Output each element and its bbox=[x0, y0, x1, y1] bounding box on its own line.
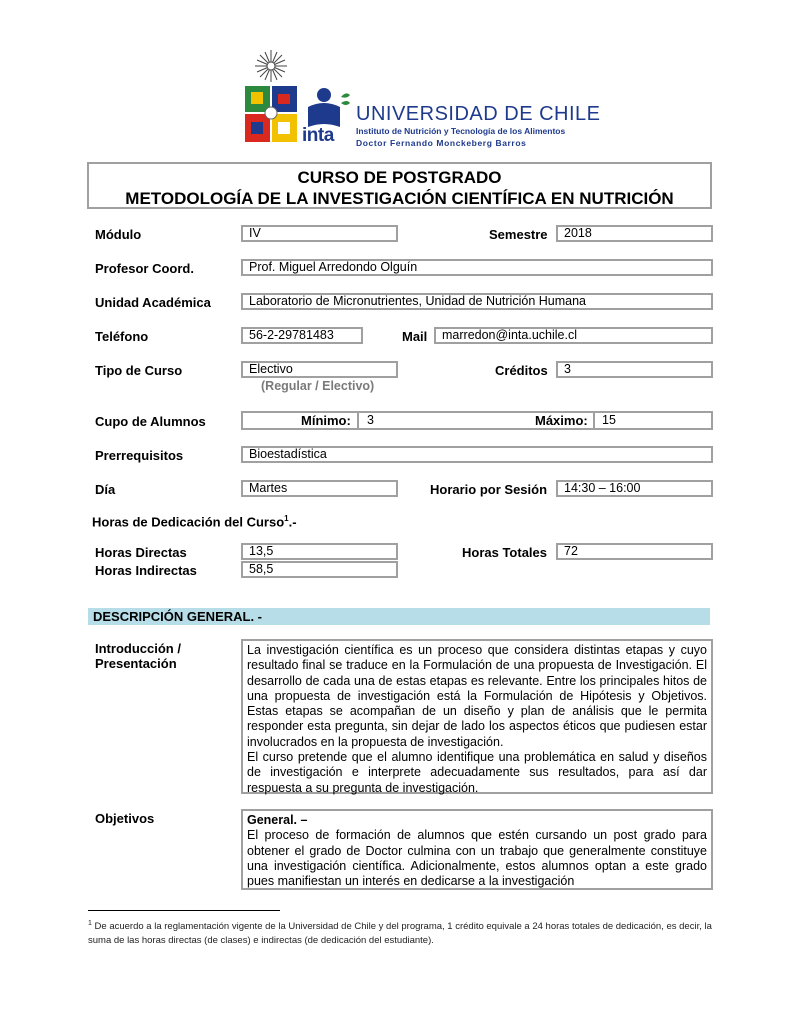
creditos-label: Créditos bbox=[495, 363, 548, 378]
maximo-value: 15 bbox=[602, 413, 616, 427]
descripcion-general-heading: DESCRIPCIÓN GENERAL. - bbox=[88, 608, 710, 625]
modulo-field: IV bbox=[241, 225, 398, 242]
objetivos-general-heading: General. – bbox=[247, 813, 308, 827]
objetivos-general-text: El proceso de formación de alumnos que estén cursando un post grado para obtener el grado de Doctor culmina con un trabajo que generalmente constituye una investigación científica. Adicionalmente, estos alumnos optan a este grado pues manifiestan un interés en dedicarse a la investigación bbox=[247, 828, 707, 889]
mail-field: marredon@inta.uchile.cl bbox=[434, 327, 713, 344]
modulo-label: Módulo bbox=[95, 227, 142, 242]
footnote-text: De acuerdo a la reglamentación vigente de la Universidad de Chile y del programa, 1 crédito equivale a 24 horas totales de dedicación, es decir, la suma de las horas directas (de clases) e indirectas (de dedicación del estudiante). bbox=[88, 921, 712, 947]
intro-textbox bbox=[241, 639, 713, 794]
cupo-box bbox=[241, 411, 713, 430]
dedicacion-suffix: .- bbox=[288, 514, 297, 530]
dedicacion-heading bbox=[92, 514, 297, 529]
horas-indirectas-field: 58,5 bbox=[241, 561, 398, 578]
university-name: UNIVERSIDAD DE CHILE bbox=[356, 103, 601, 125]
dedicacion-label: Horas de Dedicación del Curso bbox=[92, 514, 285, 530]
footnote-marker: 1 bbox=[88, 920, 92, 927]
horario-field: 14:30 – 16:00 bbox=[556, 480, 713, 497]
horas-totales-label: Horas Totales bbox=[462, 545, 548, 560]
maximo-label: Máximo: bbox=[535, 413, 588, 428]
prerrequisitos-field: Bioestadística bbox=[241, 446, 713, 463]
semestre-label: Semestre bbox=[489, 227, 548, 242]
mail-label: Mail bbox=[402, 329, 428, 344]
institute-doctor: Doctor Fernando Monckeberg Barros bbox=[356, 138, 527, 148]
profesor-label: Profesor Coord. bbox=[95, 261, 194, 276]
inta-logo bbox=[300, 85, 352, 147]
course-title-line1: CURSO DE POSTGRADO bbox=[297, 168, 502, 187]
intro-label-line2: Presentación bbox=[95, 656, 177, 671]
dia-field: Martes bbox=[241, 480, 398, 497]
telefono-label: Teléfono bbox=[95, 329, 149, 344]
telefono-field: 56-2-29781483 bbox=[241, 327, 363, 344]
prerrequisitos-label: Prerrequisitos bbox=[95, 448, 184, 463]
unidad-label: Unidad Académica bbox=[95, 295, 211, 310]
maximo-divider bbox=[593, 411, 595, 430]
creditos-field: 3 bbox=[556, 361, 713, 378]
footnote-ref: 1 bbox=[284, 514, 289, 523]
minimo-label: Mínimo: bbox=[301, 413, 351, 428]
intro-label bbox=[95, 641, 181, 671]
university-crest bbox=[243, 48, 299, 148]
objetivos-label: Objetivos bbox=[95, 811, 155, 826]
semestre-field: 2018 bbox=[556, 225, 713, 242]
course-title-line2: METODOLOGÍA DE LA INVESTIGACIÓN CIENTÍFICA EN NUTRICIÓN bbox=[125, 189, 674, 208]
horas-directas-label: Horas Directas bbox=[95, 545, 187, 560]
minimo-value: 3 bbox=[367, 413, 374, 427]
horario-label: Horario por Sesión bbox=[430, 482, 548, 497]
horas-directas-field: 13,5 bbox=[241, 543, 398, 560]
course-title-box bbox=[87, 162, 712, 209]
footnote-divider bbox=[88, 910, 280, 911]
intro-paragraph-1: La investigación científica es un proceso que considera distintas etapas y cuyo resultado final se traduce en la Formulación de una propuesta de Investigación. El desarrollo de cada una de estas etapas es relevante. Entre los principales hitos de una propuesta de investigación está la Formulación de Hipótesis y Objetivos. Estas etapas se acompañan de un diseño y plan de análisis que le permita responder esta pregunta, sin dejar de lado los aspectos éticos que pudiesen estar involucrados en la propuesta de investigación. bbox=[247, 643, 707, 749]
horas-indirectas-label: Horas Indirectas bbox=[95, 563, 197, 578]
horas-totales-field: 72 bbox=[556, 543, 713, 560]
intro-label-line1: Introducción / bbox=[95, 641, 181, 656]
profesor-field: Prof. Miguel Arredondo Olguín bbox=[241, 259, 713, 276]
minimo-divider bbox=[357, 411, 359, 430]
institute-name: Instituto de Nutrición y Tecnología de los Alimentos bbox=[356, 126, 566, 136]
objetivos-textbox bbox=[241, 809, 713, 890]
tipo-curso-label: Tipo de Curso bbox=[95, 363, 183, 378]
cupo-label: Cupo de Alumnos bbox=[95, 414, 206, 429]
unidad-field: Laboratorio de Micronutrientes, Unidad de Nutrición Humana bbox=[241, 293, 713, 310]
tipo-curso-hint: (Regular / Electivo) bbox=[261, 379, 375, 393]
intro-paragraph-2: El curso pretende que el alumno identifique una problemática en salud y diseños de investigación e interprete adecuadamente sus resultados, para así dar respuesta a su pregunta de investigación. bbox=[247, 750, 707, 795]
inta-label: inta bbox=[302, 125, 334, 146]
tipo-curso-field: Electivo bbox=[241, 361, 398, 378]
dia-label: Día bbox=[95, 482, 116, 497]
footnote bbox=[88, 917, 718, 948]
